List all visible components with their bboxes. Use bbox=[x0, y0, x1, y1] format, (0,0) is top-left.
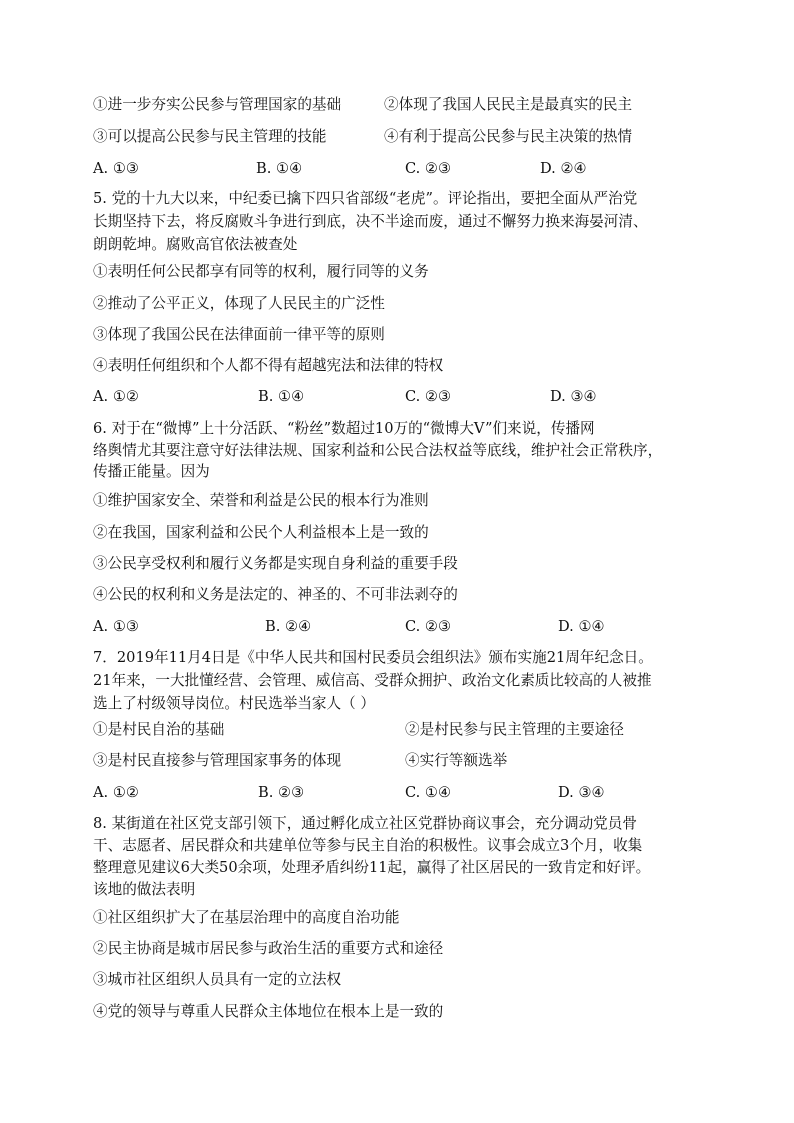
q7-item-3: ③是村民直接参与管理国家事务的体现 bbox=[93, 752, 342, 769]
q4-option-c: C. ②③ bbox=[405, 160, 452, 177]
q6-option-b: B. ②④ bbox=[265, 618, 312, 635]
q8-item-2: ②民主协商是城市居民参与政治生活的重要方式和途径 bbox=[93, 940, 444, 957]
q6-stem-line-1: 6. 对于在“微博”上十分活跃、“粉丝”数超过10万的“微博大V”们来说，传播网 bbox=[93, 420, 595, 437]
q6-item-3: ③公民享受权利和履行义务都是实现自身利益的重要手段 bbox=[93, 555, 458, 572]
q7-option-d: D. ③④ bbox=[558, 784, 605, 801]
q5-stem-line-3: 朗朗乾坤。腐败高官依法被查处 bbox=[93, 236, 298, 253]
q6-option-d: D. ①④ bbox=[558, 618, 605, 635]
q5-item-4: ④表明任何组织和个人都不得有超越宪法和法律的特权 bbox=[93, 357, 444, 374]
q7-option-c: C. ①④ bbox=[405, 784, 452, 801]
q6-option-a: A. ①③ bbox=[93, 618, 139, 635]
q5-option-c: C. ②③ bbox=[405, 388, 452, 405]
q7-stem-line-1: 7．2019年11月4日是《中华人民共和国村民委员会组织法》颁布实施21周年纪念日。 bbox=[93, 649, 653, 666]
q5-option-a: A. ①② bbox=[93, 388, 139, 405]
q8-stem-line-4: 该地的做法表明 bbox=[93, 881, 196, 898]
q5-option-d: D. ③④ bbox=[550, 388, 597, 405]
q5-item-1: ①表明任何公民都享有同等的权利，履行同等的义务 bbox=[93, 263, 429, 280]
q7-stem-line-2: 21年来，一大批懂经营、会管理、威信高、受群众拥护、政治文化素质比较高的人被推 bbox=[93, 672, 652, 689]
q6-option-c: C. ②③ bbox=[405, 618, 452, 635]
q8-item-3: ③城市社区组织人员具有一定的立法权 bbox=[93, 971, 342, 988]
q8-item-4: ④党的领导与尊重人民群众主体地位在根本上是一致的 bbox=[93, 1003, 444, 1020]
q4-item-3: ③可以提高公民参与民主管理的技能 bbox=[93, 128, 327, 145]
q8-stem-line-2: 干、志愿者、居民群众和共建单位等参与民主自治的积极性。议事会成立3个月，收集 bbox=[93, 837, 643, 854]
q6-item-1: ①维护国家安全、荣誉和利益是公民的根本行为准则 bbox=[93, 492, 429, 509]
q7-option-b: B. ②③ bbox=[258, 784, 305, 801]
q8-stem-line-3: 整理意见建议6大类50余项，处理矛盾纠纷11起，赢得了社区居民的一致肯定和好评。 bbox=[93, 859, 651, 876]
q6-stem-line-2: 络舆情尤其要注意守好法律法规、国家利益和公民合法权益等底线，维护社会正常秩序， bbox=[93, 442, 663, 459]
q7-item-2: ②是村民参与民主管理的主要途径 bbox=[405, 721, 624, 738]
q4-option-d: D. ②④ bbox=[540, 160, 587, 177]
q7-item-4: ④实行等额选举 bbox=[405, 752, 508, 769]
q5-stem-line-2: 长期坚持下去，将反腐败斗争进行到底，决不半途而废，通过不懈努力换来海晏河清、 bbox=[93, 213, 648, 230]
q4-item-1: ①进一步夯实公民参与管理国家的基础 bbox=[93, 96, 342, 113]
q8-stem-line-1: 8. 某街道在社区党支部引领下，通过孵化成立社区党群协商议事会，充分调动党员骨 bbox=[93, 815, 637, 832]
q8-item-1: ①社区组织扩大了在基层治理中的高度自治功能 bbox=[93, 909, 400, 926]
q7-stem-line-3: 选上了村级领导岗位。村民选举当家人（ ） bbox=[93, 695, 375, 712]
q4-option-b: B. ①④ bbox=[256, 160, 303, 177]
q6-item-4: ④公民的权利和义务是法定的、神圣的、不可非法剥夺的 bbox=[93, 586, 458, 603]
q5-item-3: ③体现了我国公民在法律面前一律平等的原则 bbox=[93, 326, 385, 343]
q4-item-4: ④有利于提高公民参与民主决策的热情 bbox=[384, 128, 633, 145]
q7-item-1: ①是村民自治的基础 bbox=[93, 721, 225, 738]
q4-item-2: ②体现了我国人民民主是最真实的民主 bbox=[384, 96, 633, 113]
q6-item-2: ②在我国，国家利益和公民个人利益根本上是一致的 bbox=[93, 524, 429, 541]
q4-option-a: A. ①③ bbox=[93, 160, 139, 177]
q7-option-a: A. ①② bbox=[93, 784, 139, 801]
q5-stem-line-1: 5. 党的十九大以来，中纪委已擒下四只省部级“老虎”。评论指出，要把全面从严治党 bbox=[93, 190, 638, 207]
q5-item-2: ②推动了公平正义，体现了人民民主的广泛性 bbox=[93, 295, 385, 312]
q5-option-b: B. ①④ bbox=[258, 388, 305, 405]
q6-stem-line-3: 传播正能量。因为 bbox=[93, 463, 210, 480]
